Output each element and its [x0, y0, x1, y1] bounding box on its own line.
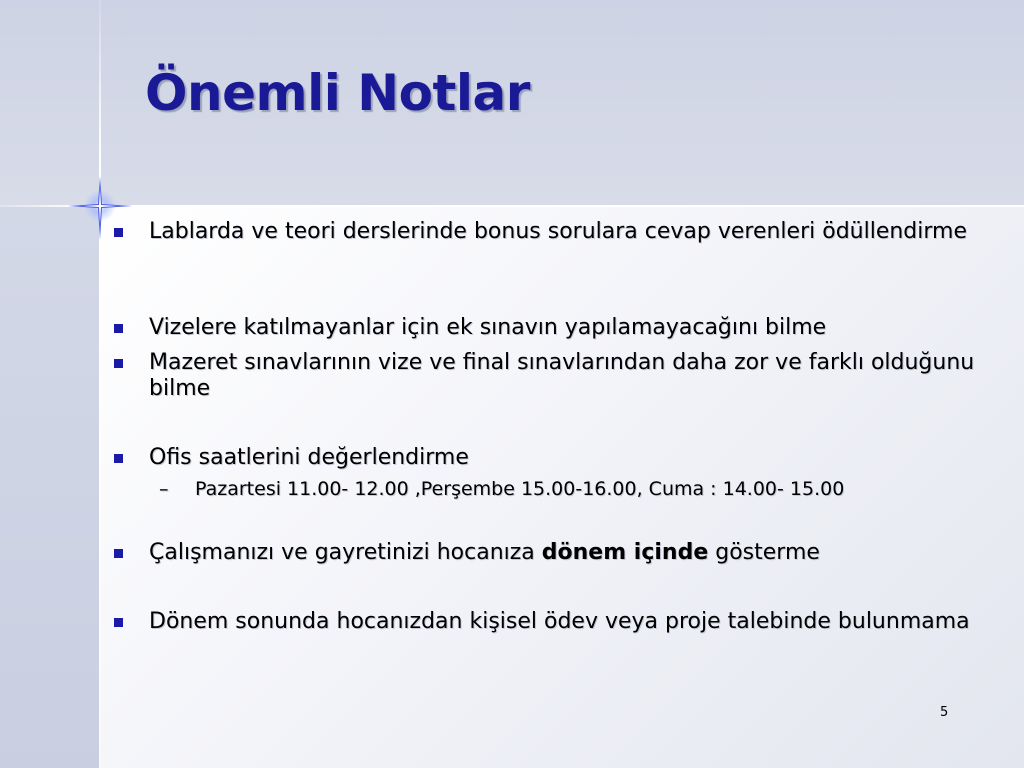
left-margin-background — [0, 207, 99, 768]
bullet-text-part: Çalışmanızı ve gayretinizi hocanıza — [149, 540, 542, 565]
bullet-item-vize — [111, 315, 993, 341]
bullet-text-emphasis: dönem içinde — [541, 540, 709, 565]
horizontal-divider — [0, 205, 1024, 207]
bullet-item-odev — [111, 609, 993, 635]
sub-bullet-office-hours — [159, 478, 989, 500]
bullet-text: Lablarda ve teori derslerinde bonus sorulara cevap verenleri ödüllendirme — [149, 219, 968, 244]
vertical-divider — [99, 0, 101, 768]
bullet-text: Vizelere katılmayanlar için ek sınavın yapılamayacağını bilme — [149, 315, 827, 340]
page-number: 5 — [940, 705, 949, 720]
bullet-square-icon — [114, 359, 123, 368]
bullet-text: Mazeret sınavlarının vize ve final sınavlarından daha zor ve farklı olduğunu bilme — [149, 350, 975, 401]
bullet-item-ofis — [111, 445, 993, 471]
bullet-text: Ofis saatlerini değerlendirme — [149, 445, 469, 470]
bullet-square-icon — [114, 549, 123, 558]
bullet-text-part: gösterme — [708, 540, 820, 565]
bullet-item-calisma — [111, 540, 993, 566]
bullet-item-mazeret — [111, 350, 993, 402]
bullet-item-bonus — [111, 219, 993, 245]
slide-title: Önemli Notlar — [145, 64, 530, 122]
bullet-square-icon — [114, 454, 123, 463]
bullet-square-icon — [114, 228, 123, 237]
bullet-square-icon — [114, 618, 123, 627]
bullet-square-icon — [114, 324, 123, 333]
dash-marker: – — [159, 478, 169, 500]
sub-bullet-text: Pazartesi 11.00- 12.00 ,Perşembe 15.00-16.00, Cuma : 14.00- 15.00 — [195, 478, 845, 500]
bullet-text — [149, 540, 993, 566]
bullet-text: Dönem sonunda hocanızdan kişisel ödev veya proje talebinde bulunmama — [149, 609, 970, 634]
